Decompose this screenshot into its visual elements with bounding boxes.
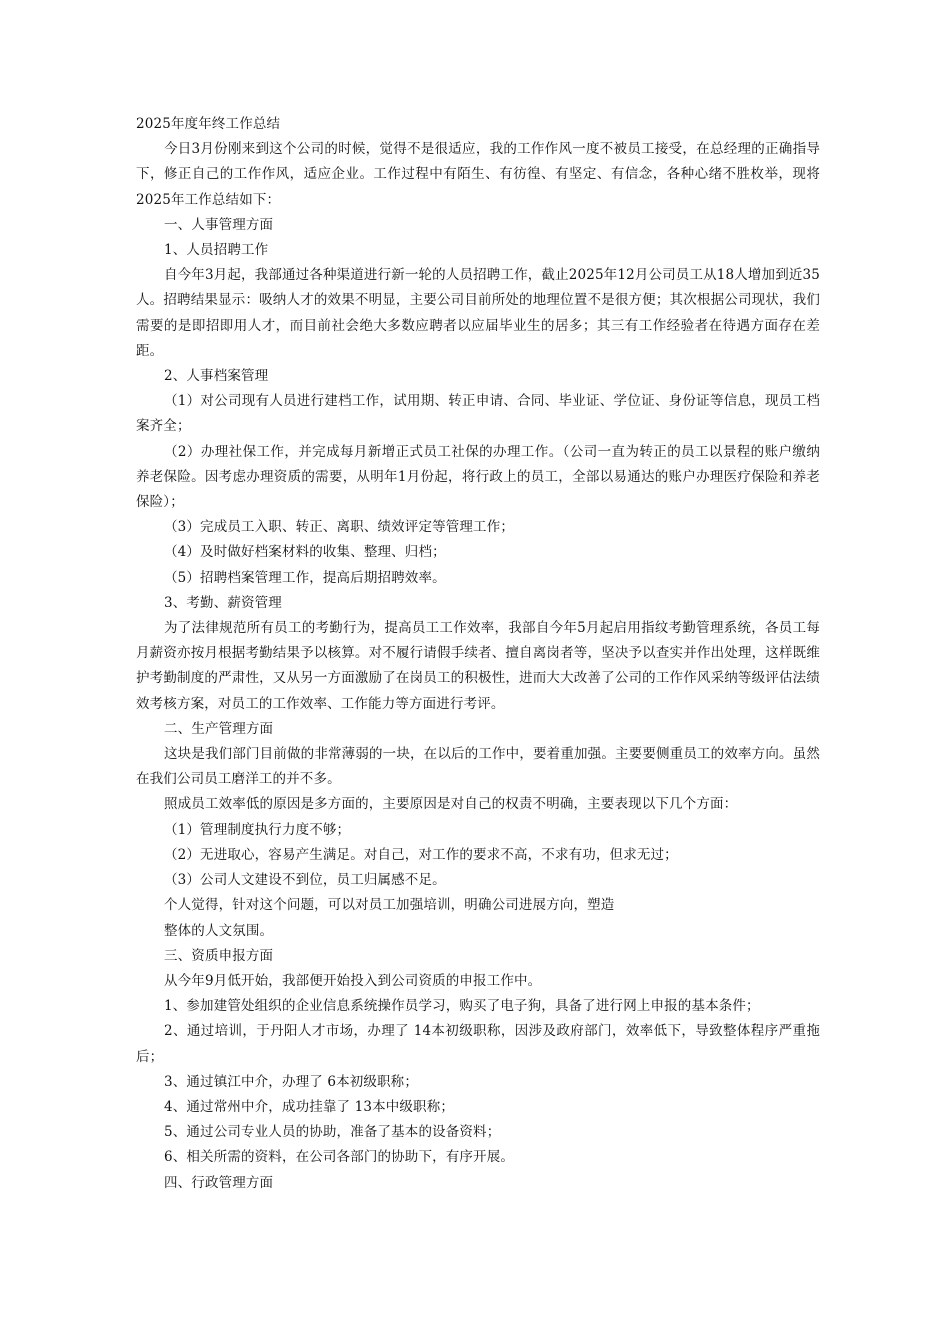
paragraph: 今日3月份刚来到这个公司的时候，觉得不是很适应，我的工作作风一度不被员工接受，在总经理的正确指导下，修正自己的工作作风，适应企业。工作过程中有陌生、有彷徨、有坚定、有信念，各种心绪不胜枚举，现将2025年工作总结如下： xyxy=(136,141,820,208)
paragraph: 整体的人文氛围。 xyxy=(164,922,274,939)
paragraph: 一、人事管理方面 xyxy=(164,216,274,233)
paragraph: 1、参加建管处组织的企业信息系统操作员学习，购买了电子狗，具备了进行网上申报的基本条件； xyxy=(164,998,760,1015)
paragraph: （4）及时做好档案材料的收集、整理、归档； xyxy=(164,544,446,561)
paragraph: 3、考勤、薪资管理 xyxy=(164,594,282,611)
paragraph: 5、通过公司专业人员的协助，准备了基本的设备资料； xyxy=(164,1124,501,1141)
paragraph: 自今年3月起，我部通过各种渠道进行新一轮的人员招聘工作，截止2025年12月公司员工从18人增加到近35人。招聘结果显示：吸纳人才的效果不明显，主要公司目前所处的地理位置不是很方便；其次根据公司现状，我们需要的是即招即用人才，而目前社会绝大多数应聘者以应届毕业生的居多；其三有工作经验者在待遇方面存在差距。 xyxy=(136,267,820,359)
paragraph: 3、通过镇江中介，办理了 6本初级职称； xyxy=(164,1073,418,1090)
paragraph: 4、通过常州中介，成功挂靠了 13本中级职称； xyxy=(164,1098,455,1115)
paragraph: 2、人事档案管理 xyxy=(164,368,269,385)
paragraph: 个人觉得，针对这个问题，可以对员工加强培训，明确公司进展方向，塑造 xyxy=(164,897,615,914)
paragraph: （3）公司人文建设不到位，员工归属感不足。 xyxy=(164,872,446,889)
paragraph: （5）招聘档案管理工作，提高后期招聘效率。 xyxy=(164,569,446,586)
document-page xyxy=(136,112,820,1196)
document-title: 2025年度年终工作总结 xyxy=(136,116,281,132)
paragraph: 为了法律规范所有员工的考勤行为，提高员工工作效率，我部自今年5月起启用指纹考勤管理系统，各员工每月薪资亦按月根据考勤结果予以核算。对不履行请假手续者、擅自离岗者等，坚决予以查实并作出处理，这样既维护考勤制度的严肃性，又从另一方面激励了在岗员工的积极性，进而大大改善了公司的工作作风采纳等级评估法绩效考核方案，对员工的工作效率、工作能力等方面进行考评。 xyxy=(136,620,820,712)
paragraph: 二、生产管理方面 xyxy=(164,720,274,737)
paragraph: （1）对公司现有人员进行建档工作，试用期、转正申请、合同、毕业证、学位证、身份证等信息，现员工档案齐全； xyxy=(136,393,820,435)
paragraph: 2、通过培训，于丹阳人才市场，办理了 14本初级职称，因涉及政府部门，效率低下，导致整体程序严重拖后； xyxy=(136,1023,820,1065)
paragraph: 三、资质申报方面 xyxy=(164,947,274,964)
paragraph: （2）办理社保工作，并完成每月新增正式员工社保的办理工作。（公司一直为转正的员工以景程的账户缴纳养老保险。因考虑办理资质的需要，从明年1月份起，将行政上的员工，全部以易通达的账户办理医疗保险和养老保险）； xyxy=(136,443,820,511)
paragraph: （3）完成员工入职、转正、离职、绩效评定等管理工作； xyxy=(164,519,514,536)
paragraph: 四、行政管理方面 xyxy=(164,1174,274,1191)
document-body xyxy=(136,137,820,1196)
paragraph: （2）无进取心，容易产生满足。对自己，对工作的要求不高，不求有功，但求无过； xyxy=(164,846,678,863)
paragraph: 照成员工效率低的原因是多方面的，主要原因是对自己的权责不明确，主要表现以下几个方面： xyxy=(164,796,738,813)
paragraph: 1、人员招聘工作 xyxy=(164,242,269,259)
paragraph: 从今年9月低开始，我部便开始投入到公司资质的申报工作中。 xyxy=(164,972,542,989)
paragraph: （1）管理制度执行力度不够； xyxy=(164,821,351,838)
paragraph: 这块是我们部门目前做的非常薄弱的一块，在以后的工作中，要着重加强。主要要侧重员工的效率方向。虽然在我们公司员工磨洋工的并不多。 xyxy=(136,746,820,788)
paragraph: 6、相关所需的资料，在公司各部门的协助下，有序开展。 xyxy=(164,1149,514,1166)
